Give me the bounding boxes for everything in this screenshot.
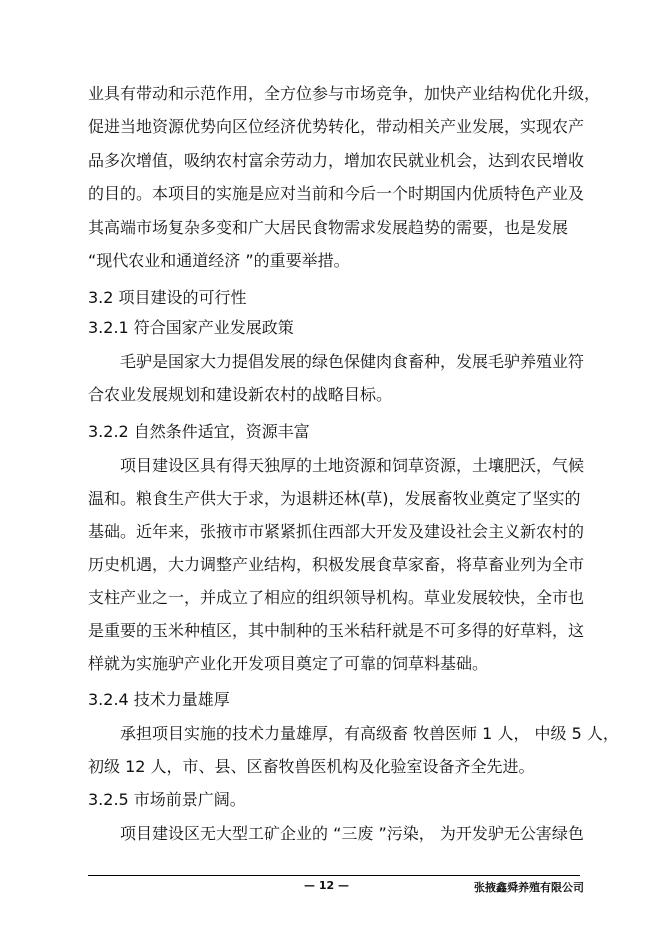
body-text-line: 业具有带动和示范作用，全方位参与市场竞争，加快产业结构优化升级， [88,84,601,103]
body-text-line: 合农业发展规划和建设新农村的战略目标。 [88,385,393,404]
body-text-line: “现代农业和通道经济 ”的重要举措。 [88,251,350,270]
body-text-line: 初级 12 人，市、县、区畜牧兽医机构及化验室设备齐全先进。 [88,757,535,776]
body-text-line: 温和。粮食生产供大于求，为退耕还林(草)，发展畜牧业奠定了坚实的 [88,489,581,508]
body-text-line: 项目建设区具有得天独厚的土地资源和饲草资源，土壤肥沃，气候 [120,456,585,475]
section-heading-3-2-2: 3.2.2 自然条件适宜，资源丰富 [88,422,310,441]
footer-divider [88,875,580,876]
body-text-line: 项目建设区无大型工矿企业的 “三废 ”污染， 为开发驴无公害绿色 [120,824,584,843]
body-text-line: 促进当地资源优势向区位经济优势转化，带动相关产业发展，实现农产 [88,117,585,136]
body-text-line: 历史机遇，大力调整产业结构，积极发展食草家畜，将草畜业列为全市 [88,555,585,574]
section-heading-3-2: 3.2 项目建设的可行性 [88,288,247,307]
body-text-line: 支柱产业之一，并成立了相应的组织领导机构。草业发展较快，全市也 [88,588,585,607]
body-text-line: 承担项目实施的技术力量雄厚，有高级畜 牧兽医师 1 人， 中级 5 人， [120,724,619,743]
footer-company-name: 张掖鑫舜养殖有限公司 [474,881,584,894]
section-heading-3-2-4: 3.2.4 技术力量雄厚 [88,690,230,709]
body-text-line: 的目的。本项目的实施是应对当前和今后一个时期国内优质特色产业及 [88,184,585,203]
body-text-line: 基础。近年来，张掖市市紧紧抓住西部大开发及建设社会主义新农村的 [88,522,585,541]
page-number: — 12 — [304,879,349,892]
section-heading-3-2-5: 3.2.5 市场前景广阔。 [88,790,246,809]
section-heading-3-2-1: 3.2.1 符合国家产业发展政策 [88,318,294,337]
body-text-line: 毛驴是国家大力提倡发展的绿色保健肉食畜种，发展毛驴养殖业符 [120,352,585,371]
body-text-line: 是重要的玉米种植区，其中制种的玉米秸秆就是不可多得的好草料，这 [88,621,585,640]
body-text-line: 样就为实施驴产业化开发项目奠定了可靠的饲草料基础。 [88,654,489,673]
body-text-line: 品多次增值，吸纳农村富余劳动力，增加农民就业机会，达到农民增收 [88,151,585,170]
body-text-line: 其高端市场复杂多变和广大居民食物需求发展趋势的需要，也是发展 [88,218,569,237]
